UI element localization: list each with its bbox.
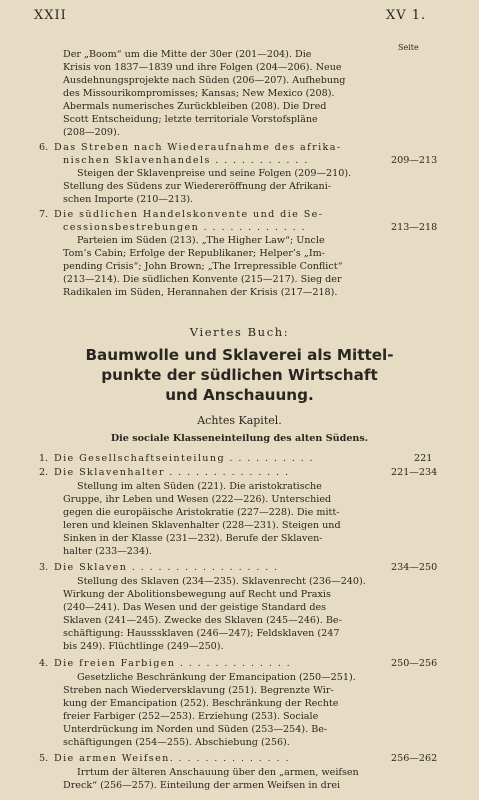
text-line: Unterdrückung im Norden und Süden (253—254). Be- xyxy=(63,724,328,735)
entry-pages: 250—256 xyxy=(391,658,438,669)
entry-pages: 256—262 xyxy=(391,753,438,764)
text-line: Sinken in der Klasse (231—232). Berufe der Sklaven- xyxy=(63,533,323,544)
entry-pages: 213—218 xyxy=(391,222,438,233)
text-line: Radikalen im Süden, Herannahen der Krisis (217—218). xyxy=(63,287,338,298)
book-title-line: Baumwolle und Sklaverei als Mittel- xyxy=(85,346,394,364)
entry-title: nischen Sklavenhandels . . . . . . . . . . . xyxy=(63,155,309,166)
text-line: Stellung des Sklaven (234—235). Sklavenrecht (236—240). xyxy=(77,576,366,587)
entry-title: Die Gesellschaftseinteilung . . . . . . . . . . xyxy=(54,453,314,464)
text-line: schen Importe (210—213). xyxy=(63,194,194,205)
entry-pages: 221—234 xyxy=(391,467,438,478)
text-line: freier Farbiger (252—253). Erziehung (253). Sociale xyxy=(63,711,319,722)
text-line: schäftigungen (254—255). Abschiebung (256). xyxy=(63,737,290,748)
text-line: halter (233—234). xyxy=(63,546,152,557)
text-line: Gesetzliche Beschränkung der Emancipation (250—251). xyxy=(77,672,356,683)
entry-number: 1. xyxy=(39,453,49,464)
text-line: (240—241). Das Wesen und der geistige Standard des xyxy=(63,602,327,613)
entry-number: 5. xyxy=(39,753,49,764)
text-line: leren und kleinen Sklavenhalter (228—231). Steigen und xyxy=(63,520,341,531)
text-line: Tom’s Cabin; Erfolge der Republikaner; Helper’s „Im- xyxy=(63,248,325,259)
chapter-marker: XV 1. xyxy=(386,8,427,23)
text-line: des Missourikompromisses; Kansas; New Mexico (208). xyxy=(63,88,335,99)
book-title-line: punkte der südlichen Wirtschaft xyxy=(101,366,378,384)
text-line: kung der Emancipation (252). Beschränkung der Rechte xyxy=(63,698,339,709)
entry-pages: 221 xyxy=(414,453,433,464)
seite-label: Seite xyxy=(398,43,419,52)
text-line: Abermals numerisches Zurückbleiben (208). Die Dred xyxy=(63,101,327,112)
entry-number: 7. xyxy=(39,209,49,220)
text-line: Steigen der Sklavenpreise und seine Folgen (209—210). xyxy=(77,168,352,179)
text-line: Wirkung der Abolitionsbewegung auf Recht und Praxis xyxy=(63,589,331,600)
entry-pages: 209—213 xyxy=(391,155,438,166)
chapter-subtitle: Die sociale Klasseneinteilung des alten Südens. xyxy=(110,433,369,444)
text-line: Sklaven (241—245). Zwecke des Sklaven (245—246). Be- xyxy=(63,615,342,626)
text-line: Ausdehnungsprojekte nach Süden (206—207). Aufhebung xyxy=(63,75,346,86)
text-line: (208—209). xyxy=(63,127,120,138)
entry-number: 3. xyxy=(39,562,49,573)
book-title-line: und Anschauung. xyxy=(165,386,314,404)
entry-title: cessionsbestrebungen . . . . . . . . . . . . xyxy=(63,222,306,233)
text-line: Stellung des Südens zur Wiedereröffnung der Afrikani- xyxy=(63,181,332,192)
entry-title: Das Streben nach Wiederaufnahme des afrika- xyxy=(54,142,342,153)
entry-title: Die südlichen Handelskonvente und die Se- xyxy=(54,209,324,220)
entry-number: 6. xyxy=(39,142,49,153)
entry-title: Die armen Weifsen. . . . . . . . . . . . . . xyxy=(54,753,290,764)
text-line: Streben nach Wiederversklavung (251). Begrenzte Wir- xyxy=(63,685,334,696)
entry-pages: 234—250 xyxy=(391,562,438,573)
text-line: schäftigung: Hausssklaven (246—247); Feldsklaven (247 xyxy=(63,628,340,639)
book-heading: Viertes Buch: xyxy=(189,325,290,339)
text-line: Stellung im alten Süden (221). Die aristokratische xyxy=(77,481,322,492)
text-line: Dreck“ (256—257). Einteilung der armen Weifsen in drei xyxy=(63,780,341,791)
text-line: gegen die europäische Aristokratie (227—228). Die mitt- xyxy=(63,507,340,518)
text-line: Irrtum der älteren Anschauung über den „armen, weifsen xyxy=(77,767,359,778)
entry-title: Die freien Farbigen . . . . . . . . . . . . . xyxy=(54,658,292,669)
text-line: Gruppe, ihr Leben und Wesen (222—226). Unterschied xyxy=(63,494,332,505)
text-line: bis 249). Flüchtlinge (249—250). xyxy=(63,641,224,652)
entry-title: Die Sklaven . . . . . . . . . . . . . . . . . xyxy=(54,562,279,573)
text-line: pending Crisis“; John Brown; „The Irrepressible Conflict“ xyxy=(63,261,343,272)
entry-number: 4. xyxy=(39,658,49,669)
text-line: Der „Boom“ um die Mitte der 30er (201—204). Die xyxy=(63,49,312,60)
entry-title: Die Sklavenhalter . . . . . . . . . . . . . . xyxy=(54,467,290,478)
text-line: Scott Entscheidung; letzte territoriale Vorstofspläne xyxy=(63,114,318,125)
entry-number: 2. xyxy=(39,467,49,478)
page-number-roman: XXII xyxy=(34,8,67,23)
chapter-heading: Achtes Kapitel. xyxy=(197,414,282,427)
text-line: Parteien im Süden (213). „The Higher Law“; Uncle xyxy=(77,235,325,246)
text-line: Krisis von 1837—1839 und ihre Folgen (204—206). Neue xyxy=(63,62,342,73)
text-line: (213—214). Die südlichen Konvente (215—217). Sieg der xyxy=(63,274,342,285)
